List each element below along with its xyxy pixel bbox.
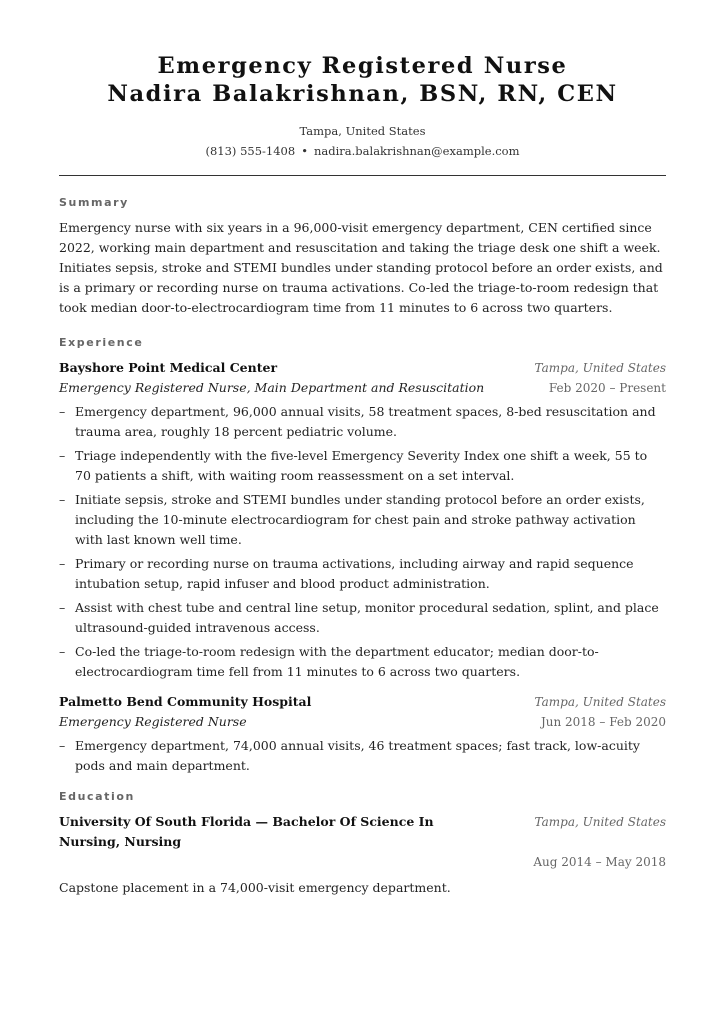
education-dates: Aug 2014 – May 2018 bbox=[533, 855, 666, 869]
job-header-row bbox=[59, 692, 666, 712]
education-institution-degree: University Of South Florida — Bachelor Of Science In Nursing, Nursing bbox=[59, 814, 434, 849]
bullet-item: – Primary or recording nurse on trauma activations, including airway and rapid sequence intubation setup, rapid infuser and blood product administration. bbox=[59, 554, 666, 594]
job-organization: Palmetto Bend Community Hospital bbox=[59, 694, 312, 709]
experience-section bbox=[59, 336, 666, 776]
header-divider bbox=[59, 175, 666, 176]
contact-line bbox=[59, 141, 666, 161]
education-location: Tampa, United States bbox=[534, 815, 666, 829]
job-title: Emergency Registered Nurse bbox=[157, 53, 568, 79]
job-location: Tampa, United States bbox=[534, 695, 666, 709]
job-role: Emergency Registered Nurse, Main Department and Resuscitation bbox=[59, 380, 485, 395]
education-header-row bbox=[59, 812, 666, 852]
job-role-row bbox=[59, 712, 666, 732]
job-entry bbox=[59, 358, 666, 682]
job-dates: Feb 2020 – Present bbox=[548, 381, 666, 395]
contact-email: nadira.balakrishnan@example.com bbox=[313, 144, 520, 158]
job-bullets bbox=[59, 736, 666, 776]
job-role-row bbox=[59, 378, 666, 398]
bullet-item: – Emergency department, 96,000 annual visits, 58 treatment spaces, 8-bed resuscitation and trauma area, roughly 18 percent pediatric volume. bbox=[59, 402, 666, 442]
job-dates: Jun 2018 – Feb 2020 bbox=[540, 715, 666, 729]
job-location: Tampa, United States bbox=[534, 361, 666, 375]
job-bullets bbox=[59, 402, 666, 682]
bullet-item: – Triage independently with the five-level Emergency Severity Index one shift a week, 55 to 70 patients a shift, with waiting room reassessment on a set interval. bbox=[59, 446, 666, 486]
job-role: Emergency Registered Nurse bbox=[59, 714, 247, 729]
summary-heading: Summary bbox=[59, 196, 129, 209]
contact-phone: (813) 555-1408 bbox=[205, 144, 296, 158]
job-organization: Bayshore Point Medical Center bbox=[59, 360, 278, 375]
summary-section bbox=[59, 196, 666, 318]
bullet-item: – Initiate sepsis, stroke and STEMI bundles under standing protocol before an order exists, including the 10-minute electrocardiogram for chest pain and stroke pathway activation with last known well time. bbox=[59, 490, 666, 550]
contact-location: Tampa, United States bbox=[299, 124, 426, 138]
job-entry bbox=[59, 692, 666, 776]
bullet-item: – Emergency department, 74,000 annual visits, 46 treatment spaces; fast track, low-acuity pods and main department. bbox=[59, 736, 666, 776]
resume-header bbox=[59, 52, 666, 161]
bullet-item: – Assist with chest tube and central line setup, monitor procedural sedation, splint, and place ultrasound-guided intravenous access. bbox=[59, 598, 666, 638]
bullet-item: – Co-led the triage-to-room redesign with the department educator; median door-to-electrocardiogram time fell from 11 minutes to 6 across two quarters. bbox=[59, 642, 666, 682]
experience-heading: Experience bbox=[59, 336, 144, 349]
education-heading: Education bbox=[59, 790, 135, 803]
candidate-name: Nadira Balakrishnan, BSN, RN, CEN bbox=[107, 81, 618, 107]
contact-separator: • bbox=[301, 144, 308, 158]
education-note: Capstone placement in a 74,000-visit emergency department. bbox=[59, 880, 451, 895]
job-header-row bbox=[59, 358, 666, 378]
education-section bbox=[59, 790, 666, 898]
resume-page bbox=[59, 52, 666, 898]
summary-text: Emergency nurse with six years in a 96,000-visit emergency department, CEN certified since 2022, working main department and resuscitation and taking the triage desk one shift a week. Initiates sepsis, stroke and STEMI bundles under standing protocol before an order exists, and is a primary or recording nurse on trauma activations. Co-led the triage-to-room redesign that took median door-to-electrocardiogram time from 11 minutes to 6 across two quarters. bbox=[59, 220, 663, 315]
